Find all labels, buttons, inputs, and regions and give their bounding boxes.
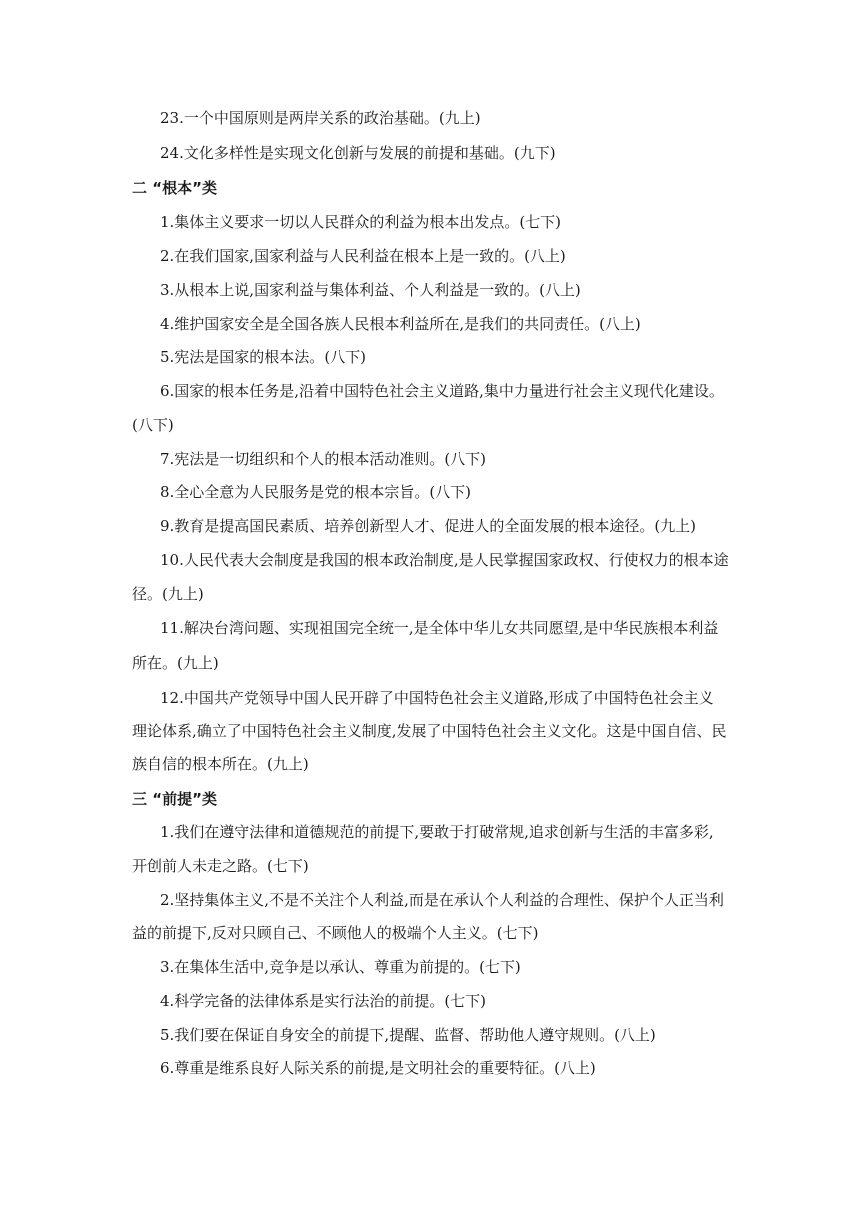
list-item: 4.科学完备的法律体系是实行法治的前提。(七下)	[160, 992, 487, 1010]
list-item: 8.全心全意为人民服务是党的根本宗旨。(八下)	[160, 483, 472, 501]
list-item-continuation: 径。(九上)	[132, 585, 204, 603]
section-heading-qianti: 三 “前提”类	[132, 790, 217, 808]
list-item: 3.从根本上说,国家利益与集体利益、个人利益是一致的。(八上)	[160, 281, 581, 299]
list-item: 12.中国共产党领导中国人民开辟了中国特色社会主义道路,形成了中国特色社会主义	[160, 689, 714, 707]
list-item: 7.宪法是一切组织和个人的根本活动准则。(八下)	[160, 450, 487, 468]
list-item: 24.文化多样性是实现文化创新与发展的前提和基础。(九下)	[160, 144, 556, 162]
list-item-continuation: 理论体系,确立了中国特色社会主义制度,发展了中国特色社会主义文化。这是中国自信、民	[132, 722, 727, 740]
list-item: 11.解决台湾问题、实现祖国完全统一,是全体中华儿女共同愿望,是中华民族根本利益	[160, 619, 719, 637]
list-item: 2.在我们国家,国家利益与人民利益在根本上是一致的。(八上)	[160, 247, 566, 265]
list-item: 23.一个中国原则是两岸关系的政治基础。(九上)	[160, 109, 481, 127]
list-item-continuation: (八下)	[132, 416, 174, 434]
list-item: 1.我们在遵守法律和道德规范的前提下,要敢于打破常规,追求创新与生活的丰富多彩,	[160, 823, 714, 841]
list-item: 2.坚持集体主义,不是不关注个人利益,而是在承认个人利益的合理性、保护个人正当利	[160, 891, 724, 909]
list-item-continuation: 开创前人未走之路。(七下)	[132, 857, 309, 875]
list-item: 5.宪法是国家的根本法。(八下)	[160, 348, 367, 366]
list-item-continuation: 益的前提下,反对只顾自己、不顾他人的极端个人主义。(七下)	[132, 924, 539, 942]
list-item-continuation: 所在。(九上)	[132, 654, 219, 672]
section-heading-genben: 二 “根本”类	[132, 179, 217, 197]
list-item-continuation: 族自信的根本所在。(九上)	[132, 755, 309, 773]
list-item: 9.教育是提高国民素质、培养创新型人才、促进人的全面发展的根本途径。(九上)	[160, 517, 697, 535]
list-item: 4.维护国家安全是全国各族人民根本利益所在,是我们的共同责任。(八上)	[160, 315, 641, 333]
list-item: 6.尊重是维系良好人际关系的前提,是文明社会的重要特征。(八上)	[160, 1059, 596, 1077]
list-item: 5.我们要在保证自身安全的前提下,提醒、监督、帮助他人遵守规则。(八上)	[160, 1026, 656, 1044]
list-item: 10.人民代表大会制度是我国的根本政治制度,是人民掌握国家政权、行使权力的根本途	[160, 551, 729, 569]
list-item: 6.国家的根本任务是,沿着中国特色社会主义道路,集中力量进行社会主义现代化建设。	[160, 382, 724, 400]
list-item: 1.集体主义要求一切以人民群众的利益为根本出发点。(七下)	[160, 213, 562, 231]
list-item: 3.在集体生活中,竞争是以承认、尊重为前提的。(七下)	[160, 958, 521, 976]
